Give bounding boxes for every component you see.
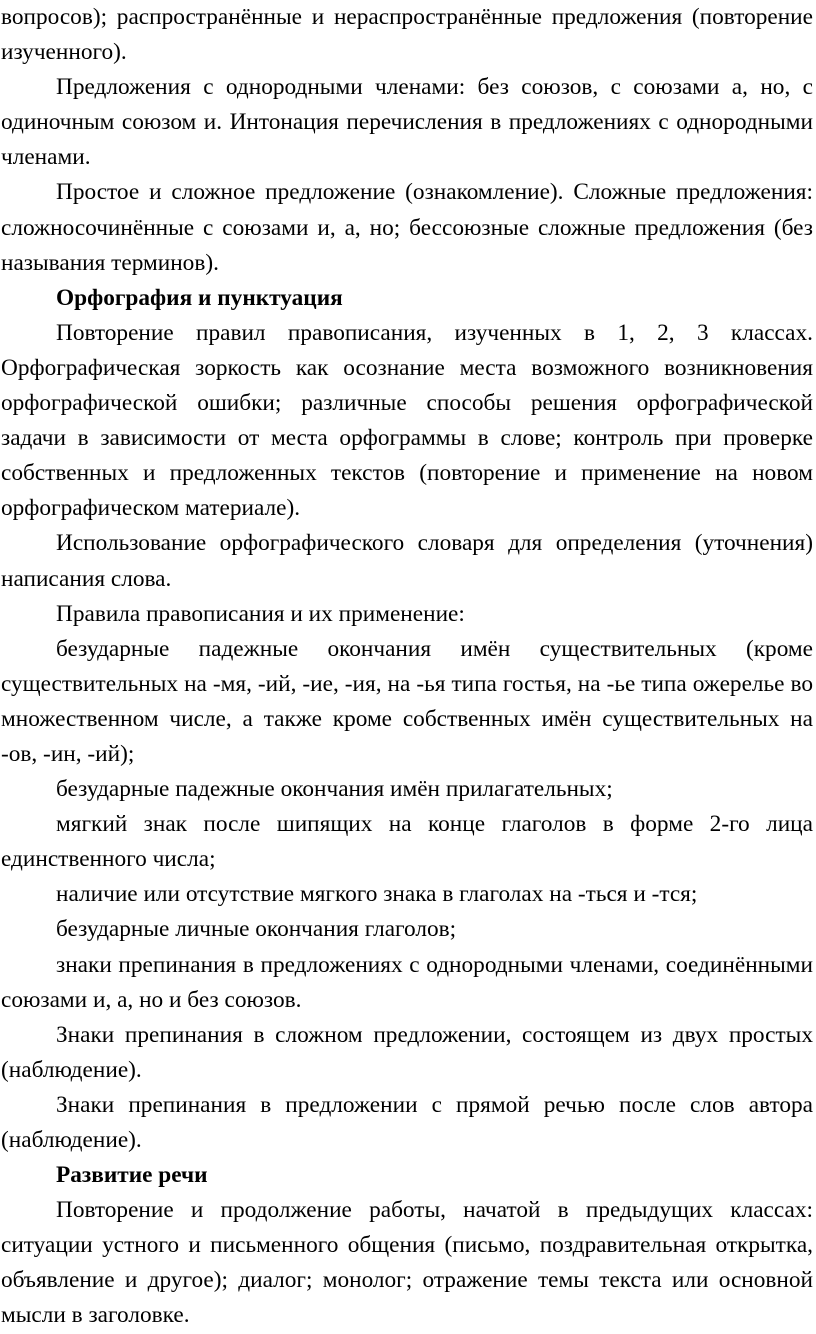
rule-noun-case-endings: безударные падежные окончания имён существительных (кроме существительных на -мя, -ий, -ие, -ия, на -ья типа гостья, на -ье типа ожерелье во множественном числе, а также кроме собственных имён существительных на -ов, -ин, -ий); — [1, 635, 813, 767]
paragraph-simple-complex-sentence: Простое и сложное предложение (ознакомление). Сложные предложения: сложносочинённые с союзами и, а, но; бессоюзные сложные предложения (без называния терминов). — [1, 179, 813, 276]
heading-orthography-punctuation: Орфография и пунктуация — [56, 284, 343, 311]
rule-tsya-tsya: наличие или отсутствие мягкого знака в глаголах на -ться и -тся; — [56, 881, 698, 908]
paragraph-spelling-rules-review: Повторение правил правописания, изученных в 1, 2, 3 классах. Орфографическая зоркость как осознание места возможного возникновения орфографической ошибки; различные способы решения орфографической задачи в зависимости от места орфограммы в слове; контроль при проверке собственных и предложенных текстов (повторение и применение на новом орфографическом материале). — [1, 319, 813, 522]
rule-verb-personal-endings: безударные личные окончания глаголов; — [56, 916, 457, 943]
heading-speech-development: Развитие речи — [56, 1162, 208, 1189]
paragraph-punctuation-complex-sentence: Знаки препинания в сложном предложении, состоящем из двух простых (наблюдение). — [1, 1021, 813, 1083]
rule-adjective-case-endings: безударные падежные окончания имён прилагательных; — [56, 776, 613, 803]
rule-soft-sign-after-sibilants: мягкий знак после шипящих на конце глаголов в форме 2-го лица единственного числа; — [1, 811, 813, 873]
paragraph-sentence-types-continued: вопросов); распространённые и нераспространённые предложения (повторение изученного). — [1, 4, 813, 66]
rule-punctuation-homogeneous: знаки препинания в предложениях с однородными членами, соединёнными союзами и, а, но и без союзов. — [1, 951, 813, 1013]
paragraph-rules-intro: Правила правописания и их применение: — [56, 600, 465, 627]
paragraph-speech-development: Повторение и продолжение работы, начатой в предыдущих классах: ситуации устного и письменного общения (письмо, поздравительная открытка, объявление и другое); диалог; монолог; отражение темы текста или основной мысли в заголовке. — [1, 1197, 813, 1329]
paragraph-punctuation-direct-speech: Знаки препинания в предложении с прямой речью после слов автора (наблюдение). — [1, 1091, 813, 1153]
paragraph-spelling-dictionary: Использование орфографического словаря для определения (уточнения) написания слова. — [1, 530, 813, 592]
paragraph-homogeneous-members: Предложения с однородными членами: без союзов, с союзами а, но, с одиночным союзом и. Интонация перечисления в предложениях с однородными членами. — [1, 74, 813, 171]
